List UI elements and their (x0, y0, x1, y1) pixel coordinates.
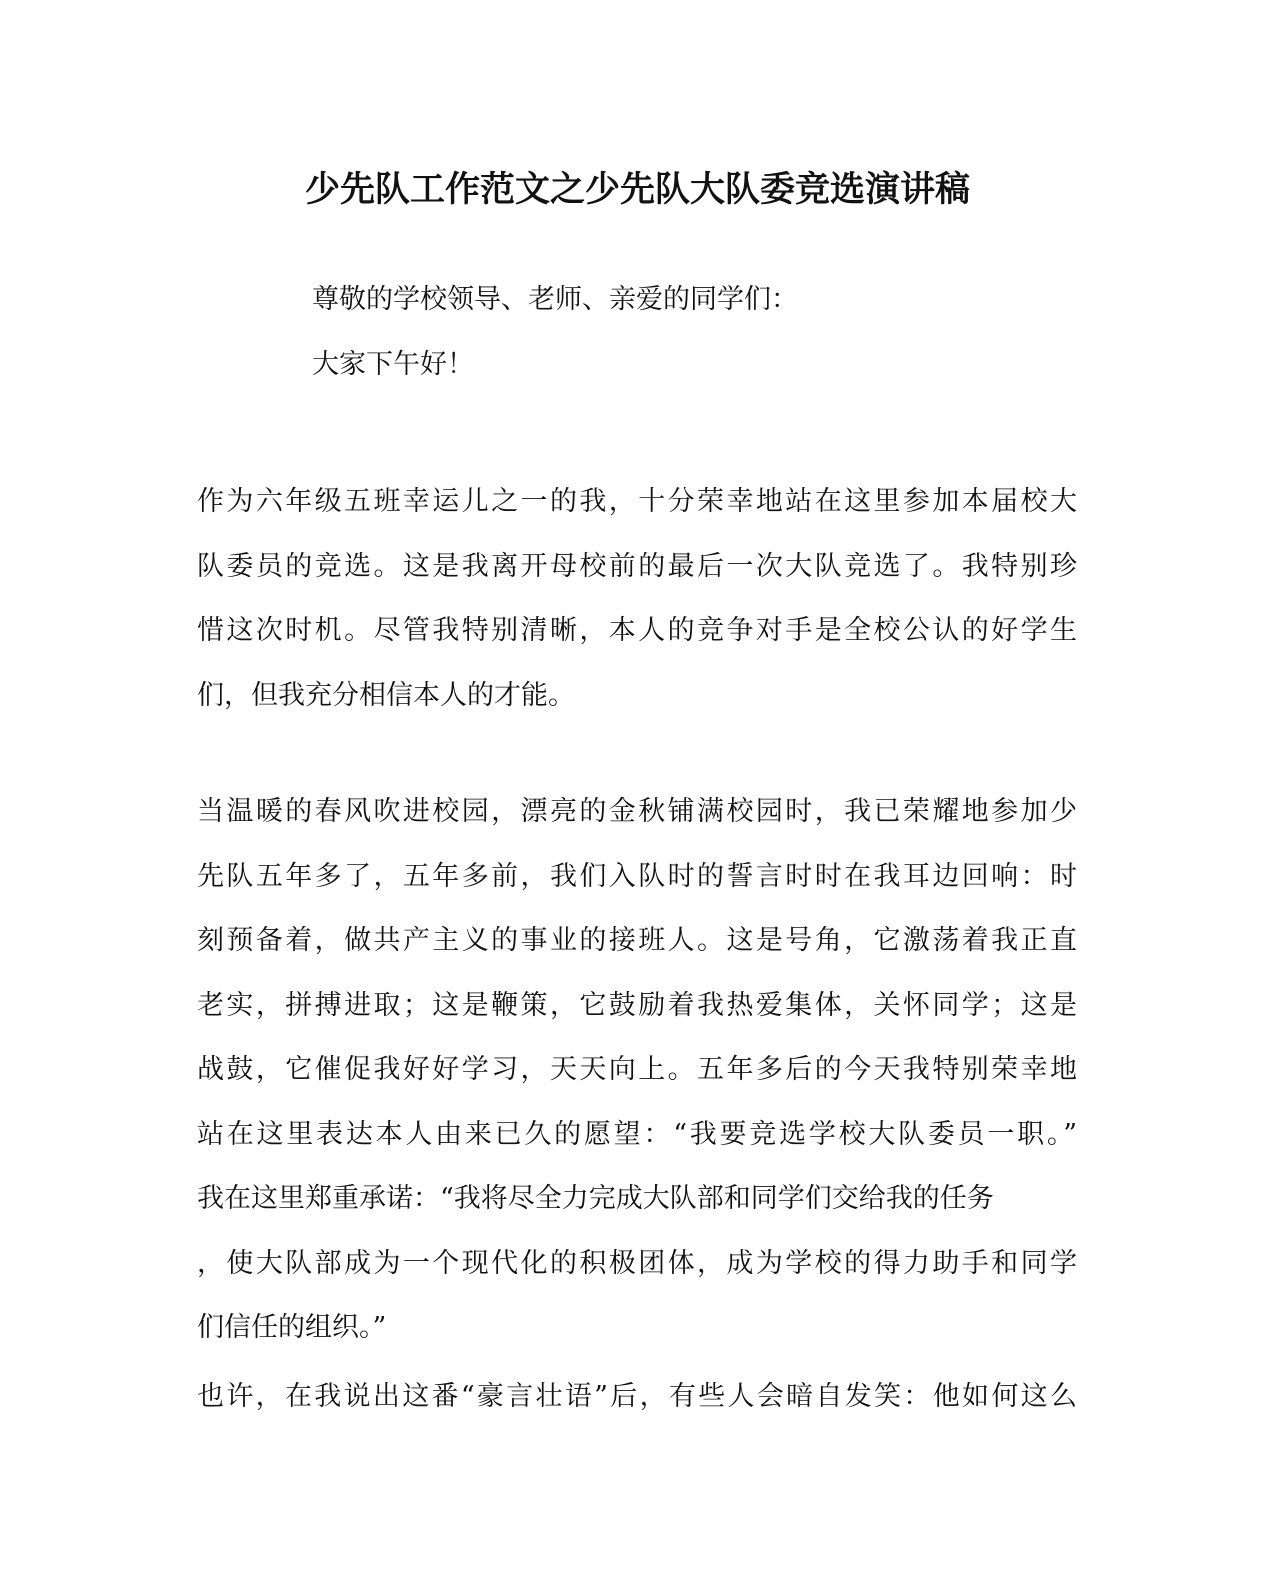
paragraph-line: 们信任的组织。” (197, 1312, 387, 1343)
paragraph (197, 780, 1077, 1361)
paragraph-line: 刻预备着，做共产主义的事业的接班人。这是号角，它激荡着我正直 (197, 925, 1077, 956)
paragraph-line: 战鼓，它催促我好好学习，天天向上。五年多后的今天我特别荣幸地 (197, 1054, 1077, 1085)
document-title: 少先队工作范文之少先队大队委竞选演讲稿 (304, 169, 970, 210)
paragraph-line: 先队五年多了，五年多前，我们入队时的誓言时时在我耳边回响：时 (197, 860, 1077, 892)
paragraph-line: 也许，在我说出这番“豪言壮语”后，有些人会暗自发笑：他如何这么 (197, 1381, 1077, 1412)
paragraph-line: 站在这里表达本人由来已久的愿望：“我要竞选学校大队委员一职。” (197, 1118, 1077, 1150)
paragraph (197, 470, 1077, 728)
paragraph-line: 老实，拼搏进取；这是鞭策，它鼓励着我热爱集体，关怀同学；这是 (197, 989, 1077, 1021)
paragraph-line: 当温暖的春风吹进校园，漂亮的金秋铺满校园时，我已荣耀地参加少 (197, 796, 1077, 827)
paragraph-line: ，使大队部成为一个现代化的积极团体，成为学校的得力助手和同学 (197, 1247, 1077, 1279)
paragraph-line: 们，但我充分相信本人的才能。 (197, 679, 575, 711)
paragraph-line: 我在这里郑重承诺：“我将尽全力完成大队部和同学们交给我的任务 (197, 1183, 994, 1214)
paragraph-line: 作为六年级五班幸运儿之一的我，十分荣幸地站在这里参加本届校大 (197, 486, 1077, 517)
greeting-line: 大家下午好！ (312, 349, 474, 380)
paragraph-line: 队委员的竞选。这是我离开母校前的最后一次大队竞选了。我特别珍 (197, 550, 1077, 582)
paragraph-line: 惜这次时机。尽管我特别清晰，本人的竞争对手是全校公认的好学生 (197, 615, 1077, 646)
greeting-line: 尊敬的学校领导、老师、亲爱的同学们： (312, 284, 798, 315)
paragraph (197, 1365, 1077, 1430)
